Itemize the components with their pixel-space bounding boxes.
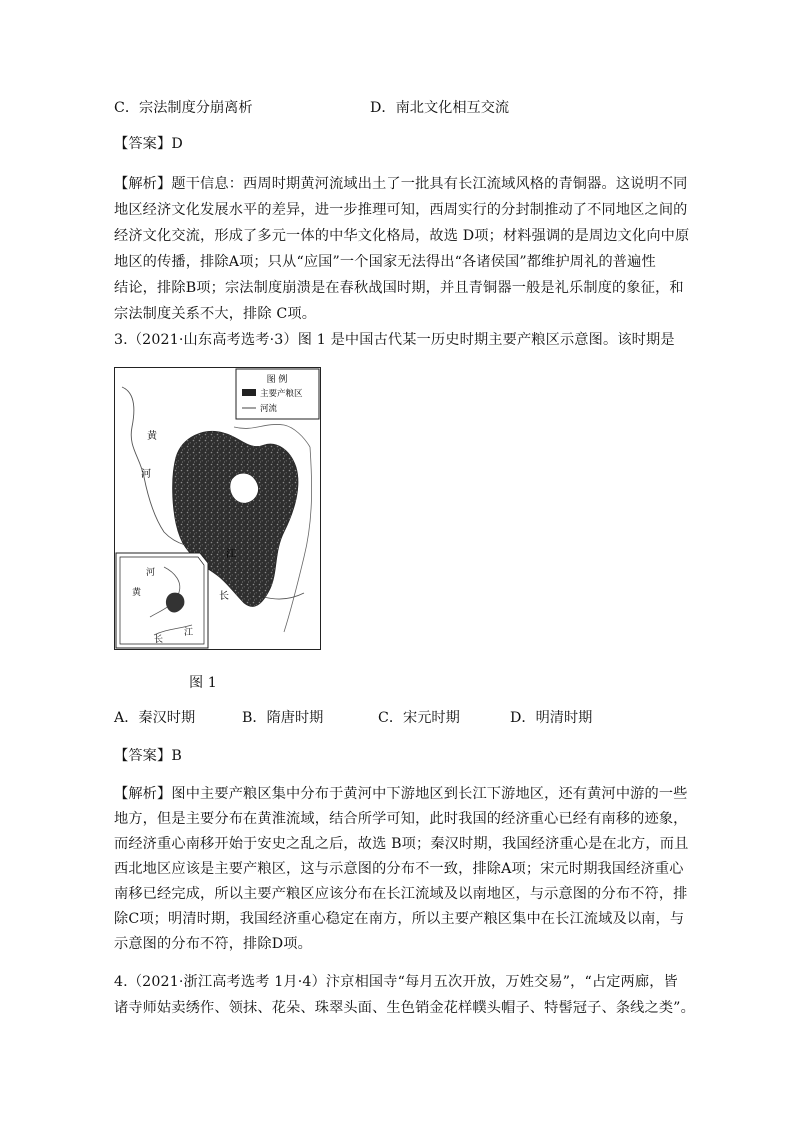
q3-analysis-line: 南移已经完成，所以主要产粮区应该分布在长江流域及以南地区，与示意图的分布不符，排 [114, 886, 688, 902]
map-figure [114, 367, 321, 650]
map-legend [236, 369, 319, 419]
q3-option-b: B．隋唐时期 [242, 710, 324, 726]
legend-title: 图 例 [266, 375, 288, 385]
map-label-jiang: 江 [226, 549, 236, 560]
q3-analysis-line: 而经济重心南移开始于安史之乱之后，故选 B项；秦汉时期，我国经济重心是在北方，而且 [114, 836, 689, 852]
q2-analysis-line: 经济文化交流，形成了多元一体的中华文化格局，故选 D项；材料强调的是周边文化向中原 [114, 228, 690, 244]
map-label-huang: 黄 [147, 431, 157, 442]
q4-stem-line: 诸寺师姑卖绣作、领抹、花朵、珠翠头面、生色销金花样幞头帽子、特髻冠子、条线之类”。 [114, 1000, 695, 1016]
q3-analysis-line: 地方，但是主要分布在黄淮流域，结合所学可知，此时我国的经济重心已经有南移的迹象， [114, 811, 688, 827]
inset-label-he: 河 [146, 568, 156, 578]
inset-label-chang: 长 [154, 635, 164, 645]
q2-analysis-line: 【解析】题干信息：西周时期黄河流域出土了一批具有长江流域风格的青铜器。这说明不同 [114, 176, 688, 192]
q3-analysis-line: 除C项；明清时期，我国经济重心稳定在南方，所以主要产粮区集中在长江流域及以南，与 [114, 911, 685, 927]
q2-answer: 【答案】D [114, 136, 183, 152]
q3-analysis-line: 西北地区应该是主要产粮区，这与示意图的分布不一致，排除A项；宋元时期我国经济重心 [114, 861, 684, 877]
q4-stem-line: 4.（2021·浙江高考选考 1月·4）汴京相国寺“每月五次开放，万姓交易”，“占定两廊，皆 [114, 974, 678, 990]
legend-grain-label: 主要产粮区 [260, 389, 303, 399]
q3-stem: 3.（2021·山东高考选考·3）图 1 是中国古代某一历史时期主要产粮区示意图。该时期是 [114, 332, 675, 348]
inset-map [116, 553, 208, 648]
q2-analysis-line: 结论，排除B项；宗法制度崩溃是在春秋战国时期，并且青铜器一般是礼乐制度的象征，和 [114, 280, 684, 296]
legend-river-label: 河流 [260, 404, 278, 414]
inset-label-huang: 黄 [132, 588, 142, 598]
q3-analysis-line: 【解析】图中主要产粮区集中分布于黄河中下游地区到长江下游地区，还有黄河中游的一些 [114, 786, 688, 802]
legend-grain-swatch [242, 389, 256, 396]
q2-analysis-line: 地区的传播，排除A项；只从“应国”一个国家无法得出“各诸侯国”都维护周礼的普遍性 [114, 254, 656, 270]
inset-label-jiang: 江 [184, 628, 194, 638]
q2-analysis-line: 宗法制度关系不大，排除 C项。 [114, 306, 317, 322]
q3-option-c: C．宋元时期 [378, 710, 460, 726]
q3-analysis-line: 示意图的分布不符，排除D项。 [114, 936, 312, 952]
q2-analysis-line: 地区经济文化发展水平的差异，进一步推理可知，西周实行的分封制推动了不同地区之间的 [114, 202, 688, 218]
map-label-he: 河 [141, 469, 151, 480]
q3-answer: 【答案】B [114, 748, 182, 764]
map-label-chang: 长 [219, 591, 229, 602]
q3-option-d: D．明清时期 [510, 710, 593, 726]
q2-option-d: D．南北文化相互交流 [370, 100, 510, 116]
q2-option-c: C．宗法制度分崩离析 [114, 100, 253, 116]
grain-region-map [114, 367, 321, 650]
figure-caption: 图 1 [189, 675, 217, 691]
q3-option-a: A．秦汉时期 [114, 710, 196, 726]
